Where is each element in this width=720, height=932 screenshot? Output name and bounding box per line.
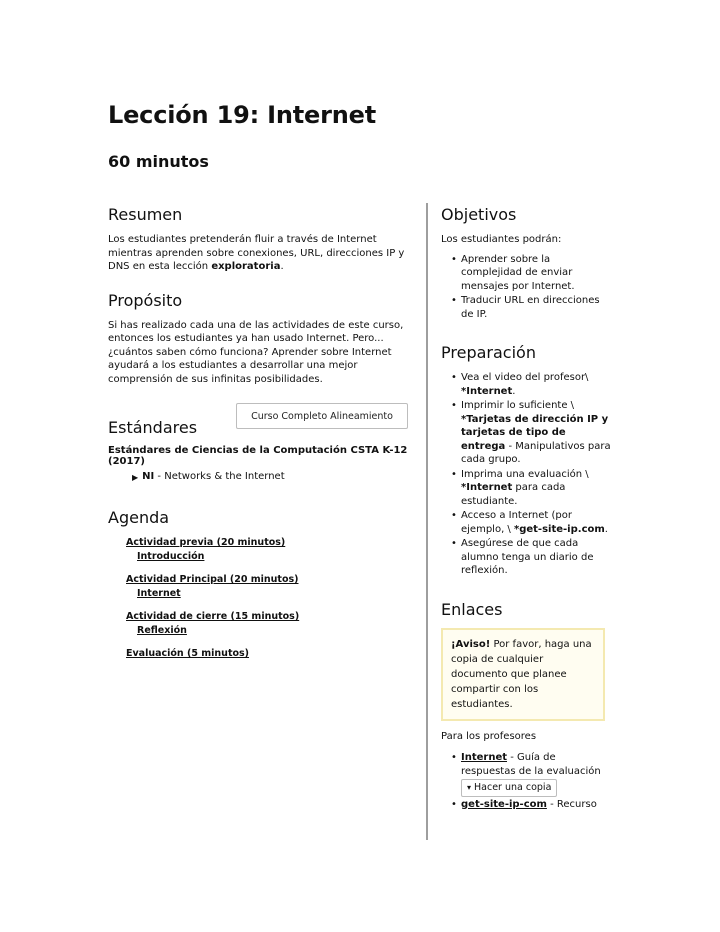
agenda-link-warmup[interactable]: Actividad previa (20 minutos) (126, 537, 286, 548)
standards-section (108, 403, 408, 484)
warning-label: ¡Aviso! (451, 638, 491, 650)
agenda-heading: Agenda (108, 508, 170, 527)
standards-framework: Estándares de Ciencias de la Computación CSTA K-12 (2017) (108, 445, 408, 467)
teachers-label: Para los profesores (441, 730, 537, 742)
standards-heading: Estándares (108, 418, 198, 437)
left-column (108, 205, 408, 678)
preparation-item: • Vea el video del profesor\ *Internet. (451, 371, 611, 398)
expand-triangle-icon[interactable]: ▶ (132, 473, 139, 482)
objectives-section (441, 205, 611, 321)
agenda-list (108, 536, 408, 661)
preparation-item: • Acceso a Internet (por ejemplo, \ *get-site-ip.com. (451, 509, 611, 536)
objectives-heading: Objetivos (441, 205, 517, 224)
agenda-link-wrapup[interactable]: Actividad de cierre (15 minutos) (126, 611, 300, 622)
purpose-heading: Propósito (108, 290, 183, 310)
summary-section (108, 205, 408, 274)
standard-item-ni[interactable]: ▶ NI - Networks & the Internet (132, 471, 285, 482)
caret-down-icon: ▾ (467, 783, 472, 792)
purpose-section (108, 291, 408, 387)
preparation-item: • Imprimir lo suficiente \ *Tarjetas de dirección IP y tarjetas de tipo de entrega - Manipulativos para cada grupo. (451, 399, 611, 467)
lesson-duration: 60 minutos (108, 152, 209, 171)
preparation-list (441, 371, 611, 578)
preparation-section (441, 343, 611, 578)
objectives-intro: Los estudiantes podrán: (441, 234, 562, 245)
get-site-ip-link[interactable]: get-site-ip-com (461, 798, 547, 810)
make-copy-button[interactable]: ▾ Hacer una copia (461, 779, 557, 797)
preparation-heading: Preparación (441, 343, 536, 362)
column-divider (426, 203, 428, 840)
links-heading: Enlaces (441, 599, 503, 619)
agenda-link-internet[interactable]: Internet (137, 588, 181, 599)
agenda-link-main-activity[interactable]: Actividad Principal (20 minutos) (126, 574, 299, 585)
purpose-text: Si has realizado cada una de las actividades de este curso, entonces los estudiantes ya han usado Internet. Pero... ¿cuántos saben cómo funciona? Aprender sobre Internet ayudará a los estudiantes a desarrollar una mejor comprensión de sus infinitas posibilidades. (108, 319, 404, 385)
summary-heading: Resumen (108, 205, 183, 224)
agenda-item (126, 610, 408, 638)
page-title: Lección 19: Internet (108, 101, 376, 129)
agenda-link-reflection[interactable]: Reflexión (137, 625, 187, 636)
teacher-links-list (441, 751, 611, 811)
internet-answer-key-link[interactable]: Internet (461, 752, 508, 763)
preparation-item: • Asegúrese de que cada alumno tenga un diario de reflexión. (451, 537, 611, 578)
agenda-link-assessment[interactable]: Evaluación (5 minutos) (126, 648, 250, 659)
preparation-item: • Imprima una evaluación \ *Internet para cada estudiante. (451, 468, 611, 509)
objectives-list (441, 253, 611, 322)
link-item: • Internet - Guía de respuestas de la evaluación ▾ Hacer una copia (451, 751, 611, 797)
agenda-item (126, 573, 408, 601)
summary-text: Los estudiantes pretenderán fluir a través de Internet mientras aprenden sobre conexiones, URL, direcciones IP y DNS en esta lección exploratoria. (108, 234, 405, 272)
copy-warning-box: ¡Aviso! Por favor, haga una copia de cualquier documento que planee compartir con los estudiantes. (441, 628, 605, 721)
agenda-link-introduction[interactable]: Introducción (137, 551, 205, 562)
link-item: • get-site-ip-com - Recurso (451, 798, 611, 812)
agenda-item (126, 647, 408, 661)
objective-item: • Aprender sobre la complejidad de enviar mensajes por Internet. (451, 253, 611, 294)
links-section (441, 600, 611, 812)
agenda-item (126, 536, 408, 564)
full-course-alignment-button[interactable]: Curso Completo Alineamiento (236, 403, 408, 429)
objective-item: • Traducir URL en direcciones de IP. (451, 294, 611, 321)
agenda-section (108, 508, 408, 661)
right-column (441, 205, 611, 828)
